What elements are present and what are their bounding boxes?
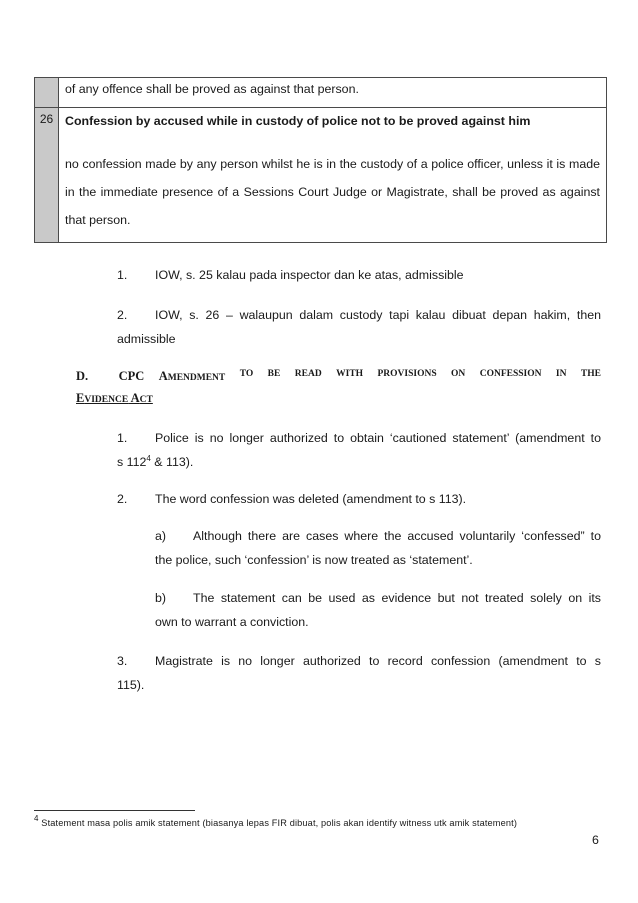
heading-word: BE — [267, 369, 281, 379]
heading-word: THE — [580, 369, 601, 379]
sub-list-item-text: The statement can be used as evidence but not treated solely on its — [193, 591, 601, 605]
list-item-text-cont: admissible — [117, 332, 176, 346]
heading-word: WITH — [336, 369, 364, 379]
list-item-text: Police is no longer authorized to obtain ‘cautioned statement’ (amendment to — [155, 431, 601, 445]
section-number-cell: 26 — [35, 108, 59, 243]
section-heading: Confession by accused while in custody of police not to be proved against him — [65, 114, 531, 128]
section-d-heading-line2: EVIDENCE ACT — [76, 391, 153, 405]
section-number-cell — [35, 78, 59, 108]
heading-word: READ — [294, 369, 322, 379]
heading-word: CPC — [118, 369, 145, 383]
sub-list-item-text-cont: own to warrant a conviction. — [155, 615, 309, 629]
section-text-cell: of any offence shall be proved as against that person. — [59, 78, 607, 108]
list-item-text: IOW, s. 26 – walaupun dalam custody tapi kalau dibuat depan hakim, then — [155, 308, 601, 322]
heading-word: PROVISIONS — [377, 369, 437, 379]
list-marker: 1. — [117, 431, 128, 445]
list-item-text-cont: s $112^4$ & 113). — [117, 454, 194, 469]
heading-word: IN — [555, 369, 567, 379]
heading-word: CONFESSION — [479, 369, 542, 379]
page-number: 6 — [592, 833, 599, 847]
statute-table — [34, 77, 607, 243]
footnote — [34, 814, 518, 828]
heading-word: AMENDMENT — [158, 369, 226, 383]
sub-list-item-text: Although there are cases where the accused voluntarily ‘confessed” to — [193, 529, 601, 543]
footnote-separator — [34, 810, 195, 811]
list-marker: 3. — [117, 654, 128, 668]
sub-list-item-text-cont: the police, such ‘confession’ is now treated as ‘statement’. — [155, 553, 473, 567]
sub-list-marker: b) — [155, 591, 167, 605]
list-item-text: Magistrate is no longer authorized to record confession (amendment to s — [155, 654, 601, 668]
list-item-text: The word confession was deleted (amendment to s 113). — [155, 492, 467, 506]
section-letter: D. — [76, 369, 89, 383]
footnote-text: Statement masa polis amik statement (biasanya lepas FIR dibuat, polis akan identify witness utk amik statement) — [38, 818, 518, 828]
list-marker: 1. — [117, 268, 128, 282]
table-row — [35, 78, 607, 108]
footnote-ref[interactable]: 4 — [146, 454, 151, 463]
list-item-text-cont: 115). — [117, 678, 145, 692]
list-marker: 2. — [117, 308, 128, 322]
list-marker: 2. — [117, 492, 128, 506]
section-body: no confession made by any person whilst he is in the custody of a police officer, unless it is made in the immediate presence of a Sessions Court Judge or Magistrate, shall be proved as against that person. — [65, 157, 600, 227]
heading-word: TO — [239, 369, 254, 379]
list-item-text: IOW, s. 25 kalau pada inspector dan ke atas, admissible — [155, 268, 464, 282]
section-text-cell — [59, 108, 607, 243]
heading-word: ON — [451, 369, 466, 379]
footnote-number: 4 — [34, 814, 39, 823]
sub-list-marker: a) — [155, 529, 167, 543]
table-row — [35, 108, 607, 243]
